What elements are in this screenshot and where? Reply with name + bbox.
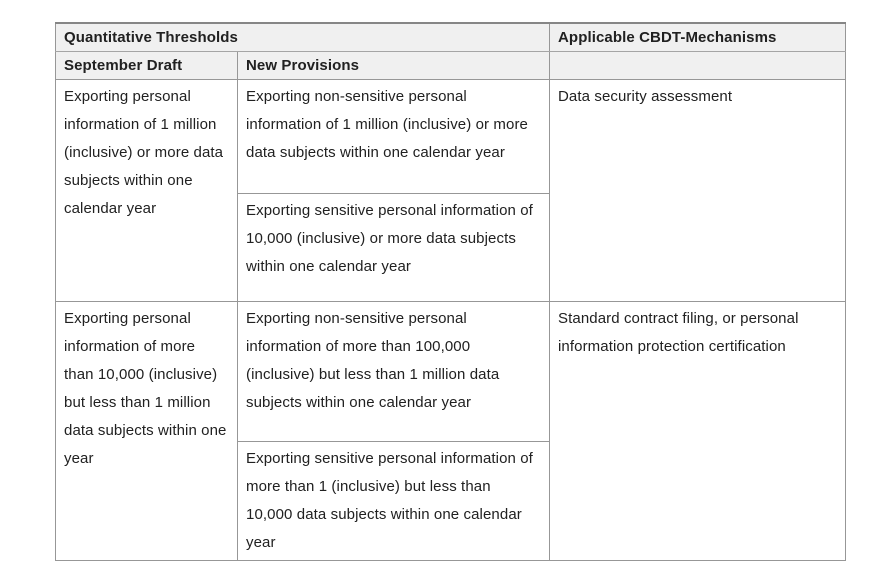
header-row-top <box>56 23 846 52</box>
header-empty-cell <box>550 52 846 80</box>
table-row <box>56 80 846 194</box>
new-provisions-cell-row1-nonsensitive: Exporting non-sensitive personal information of 1 million (inclusive) or more data subjects within one calendar year <box>238 80 550 194</box>
mechanism-cell-row1: Data security assessment <box>550 80 846 302</box>
september-draft-cell-row1: Exporting personal information of 1 million (inclusive) or more data subjects within one calendar year <box>56 80 238 302</box>
new-provisions-cell-row1-sensitive: Exporting sensitive personal information of 10,000 (inclusive) or more data subjects within one calendar year <box>238 194 550 302</box>
new-provisions-cell-row2-sensitive: Exporting sensitive personal information of more than 1 (inclusive) but less than 10,000 data subjects within one calendar year <box>238 442 550 561</box>
table-row <box>56 302 846 442</box>
header-quantitative-thresholds: Quantitative Thresholds <box>56 23 550 52</box>
header-row-sub <box>56 52 846 80</box>
new-provisions-cell-row2-nonsensitive: Exporting non-sensitive personal information of more than 100,000 (inclusive) but less than 1 million data subjects within one calendar year <box>238 302 550 442</box>
cbdt-thresholds-table <box>55 22 846 561</box>
header-applicable-cbdt-mechanisms: Applicable CBDT-Mechanisms <box>550 23 846 52</box>
header-new-provisions: New Provisions <box>238 52 550 80</box>
september-draft-cell-row2: Exporting personal information of more than 10,000 (inclusive) but less than 1 million data subjects within one year <box>56 302 238 561</box>
header-september-draft: September Draft <box>56 52 238 80</box>
mechanism-cell-row2: Standard contract filing, or personal information protection certification <box>550 302 846 561</box>
